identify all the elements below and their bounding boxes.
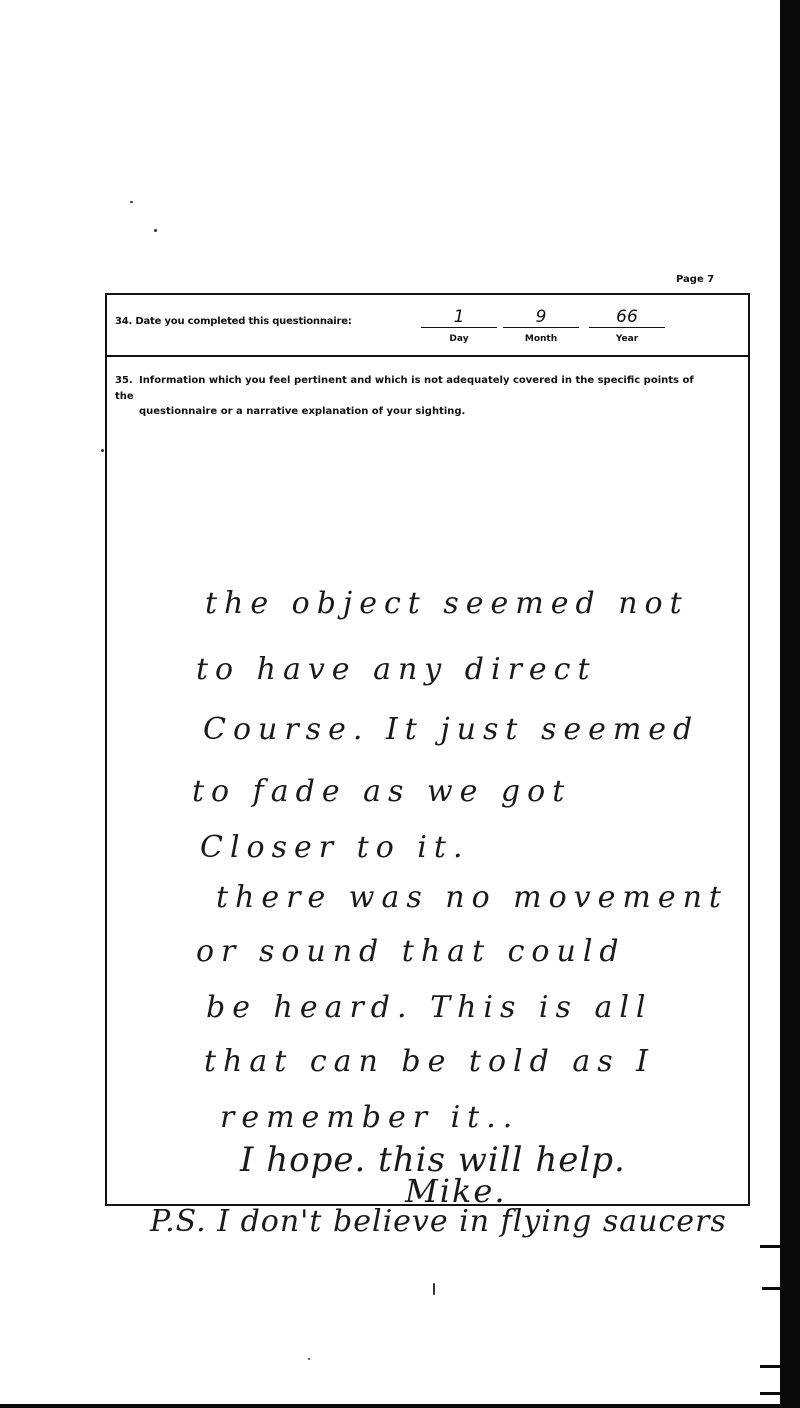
date-year-field	[589, 305, 665, 347]
scan-edge-tick	[760, 1392, 780, 1395]
date-year-underline	[589, 327, 665, 328]
scan-edge-tick	[760, 1365, 780, 1368]
scan-speck	[130, 201, 133, 203]
narrative-line: to have any direct	[196, 652, 597, 687]
scan-bottom-edge	[0, 1404, 780, 1408]
scan-edge-tick	[760, 1245, 780, 1248]
narrative-line: to fade as we got	[192, 774, 572, 809]
date-year-value: 66	[616, 307, 638, 327]
scan-speck	[308, 1358, 310, 1360]
postscript-line: P.S. I don't believe in flying saucers	[150, 1204, 727, 1239]
date-month-underline	[503, 327, 579, 328]
scan-speck	[154, 229, 157, 232]
page-number: Page 7	[676, 274, 715, 285]
date-year-caption: Year	[615, 334, 639, 344]
q34-label: 34. Date you completed this questionnaire:	[115, 316, 352, 327]
narrative-line: Course. It just seemed	[203, 712, 700, 747]
closing-line: I hope. this will help.	[240, 1140, 626, 1180]
narrative-line: Closer to it.	[200, 830, 470, 865]
narrative-line: remember it..	[220, 1100, 520, 1135]
narrative-line: be heard. This is all	[206, 990, 653, 1025]
scan-edge-tick	[762, 1287, 780, 1290]
narrative-line: that can be told as I	[204, 1044, 656, 1079]
narrative-line: there was no movement	[216, 880, 728, 915]
q35-label-line1: Information which you feel pertinent and which is not adequately covered in the specific points of the	[115, 375, 694, 402]
narrative-line: the object seemed not	[205, 586, 689, 621]
scan-speck	[433, 1283, 435, 1295]
narrative-line: or sound that could	[196, 934, 626, 969]
scan-edge-border	[780, 0, 800, 1408]
date-day-value: 1	[453, 307, 465, 327]
date-month-value: 9	[535, 307, 547, 327]
q35-label-line2: questionnaire or a narrative explanation of your sighting.	[139, 406, 466, 417]
date-month-caption: Month	[524, 334, 558, 344]
scan-speck	[101, 449, 104, 452]
date-month-field	[503, 305, 579, 347]
date-day-underline	[421, 327, 497, 328]
q35-label	[115, 373, 715, 420]
form-row-divider	[107, 355, 748, 357]
date-day-field	[421, 305, 497, 347]
date-day-caption: Day	[449, 334, 469, 344]
q35-number: 35.	[115, 375, 133, 386]
signature: Mike.	[405, 1172, 507, 1210]
